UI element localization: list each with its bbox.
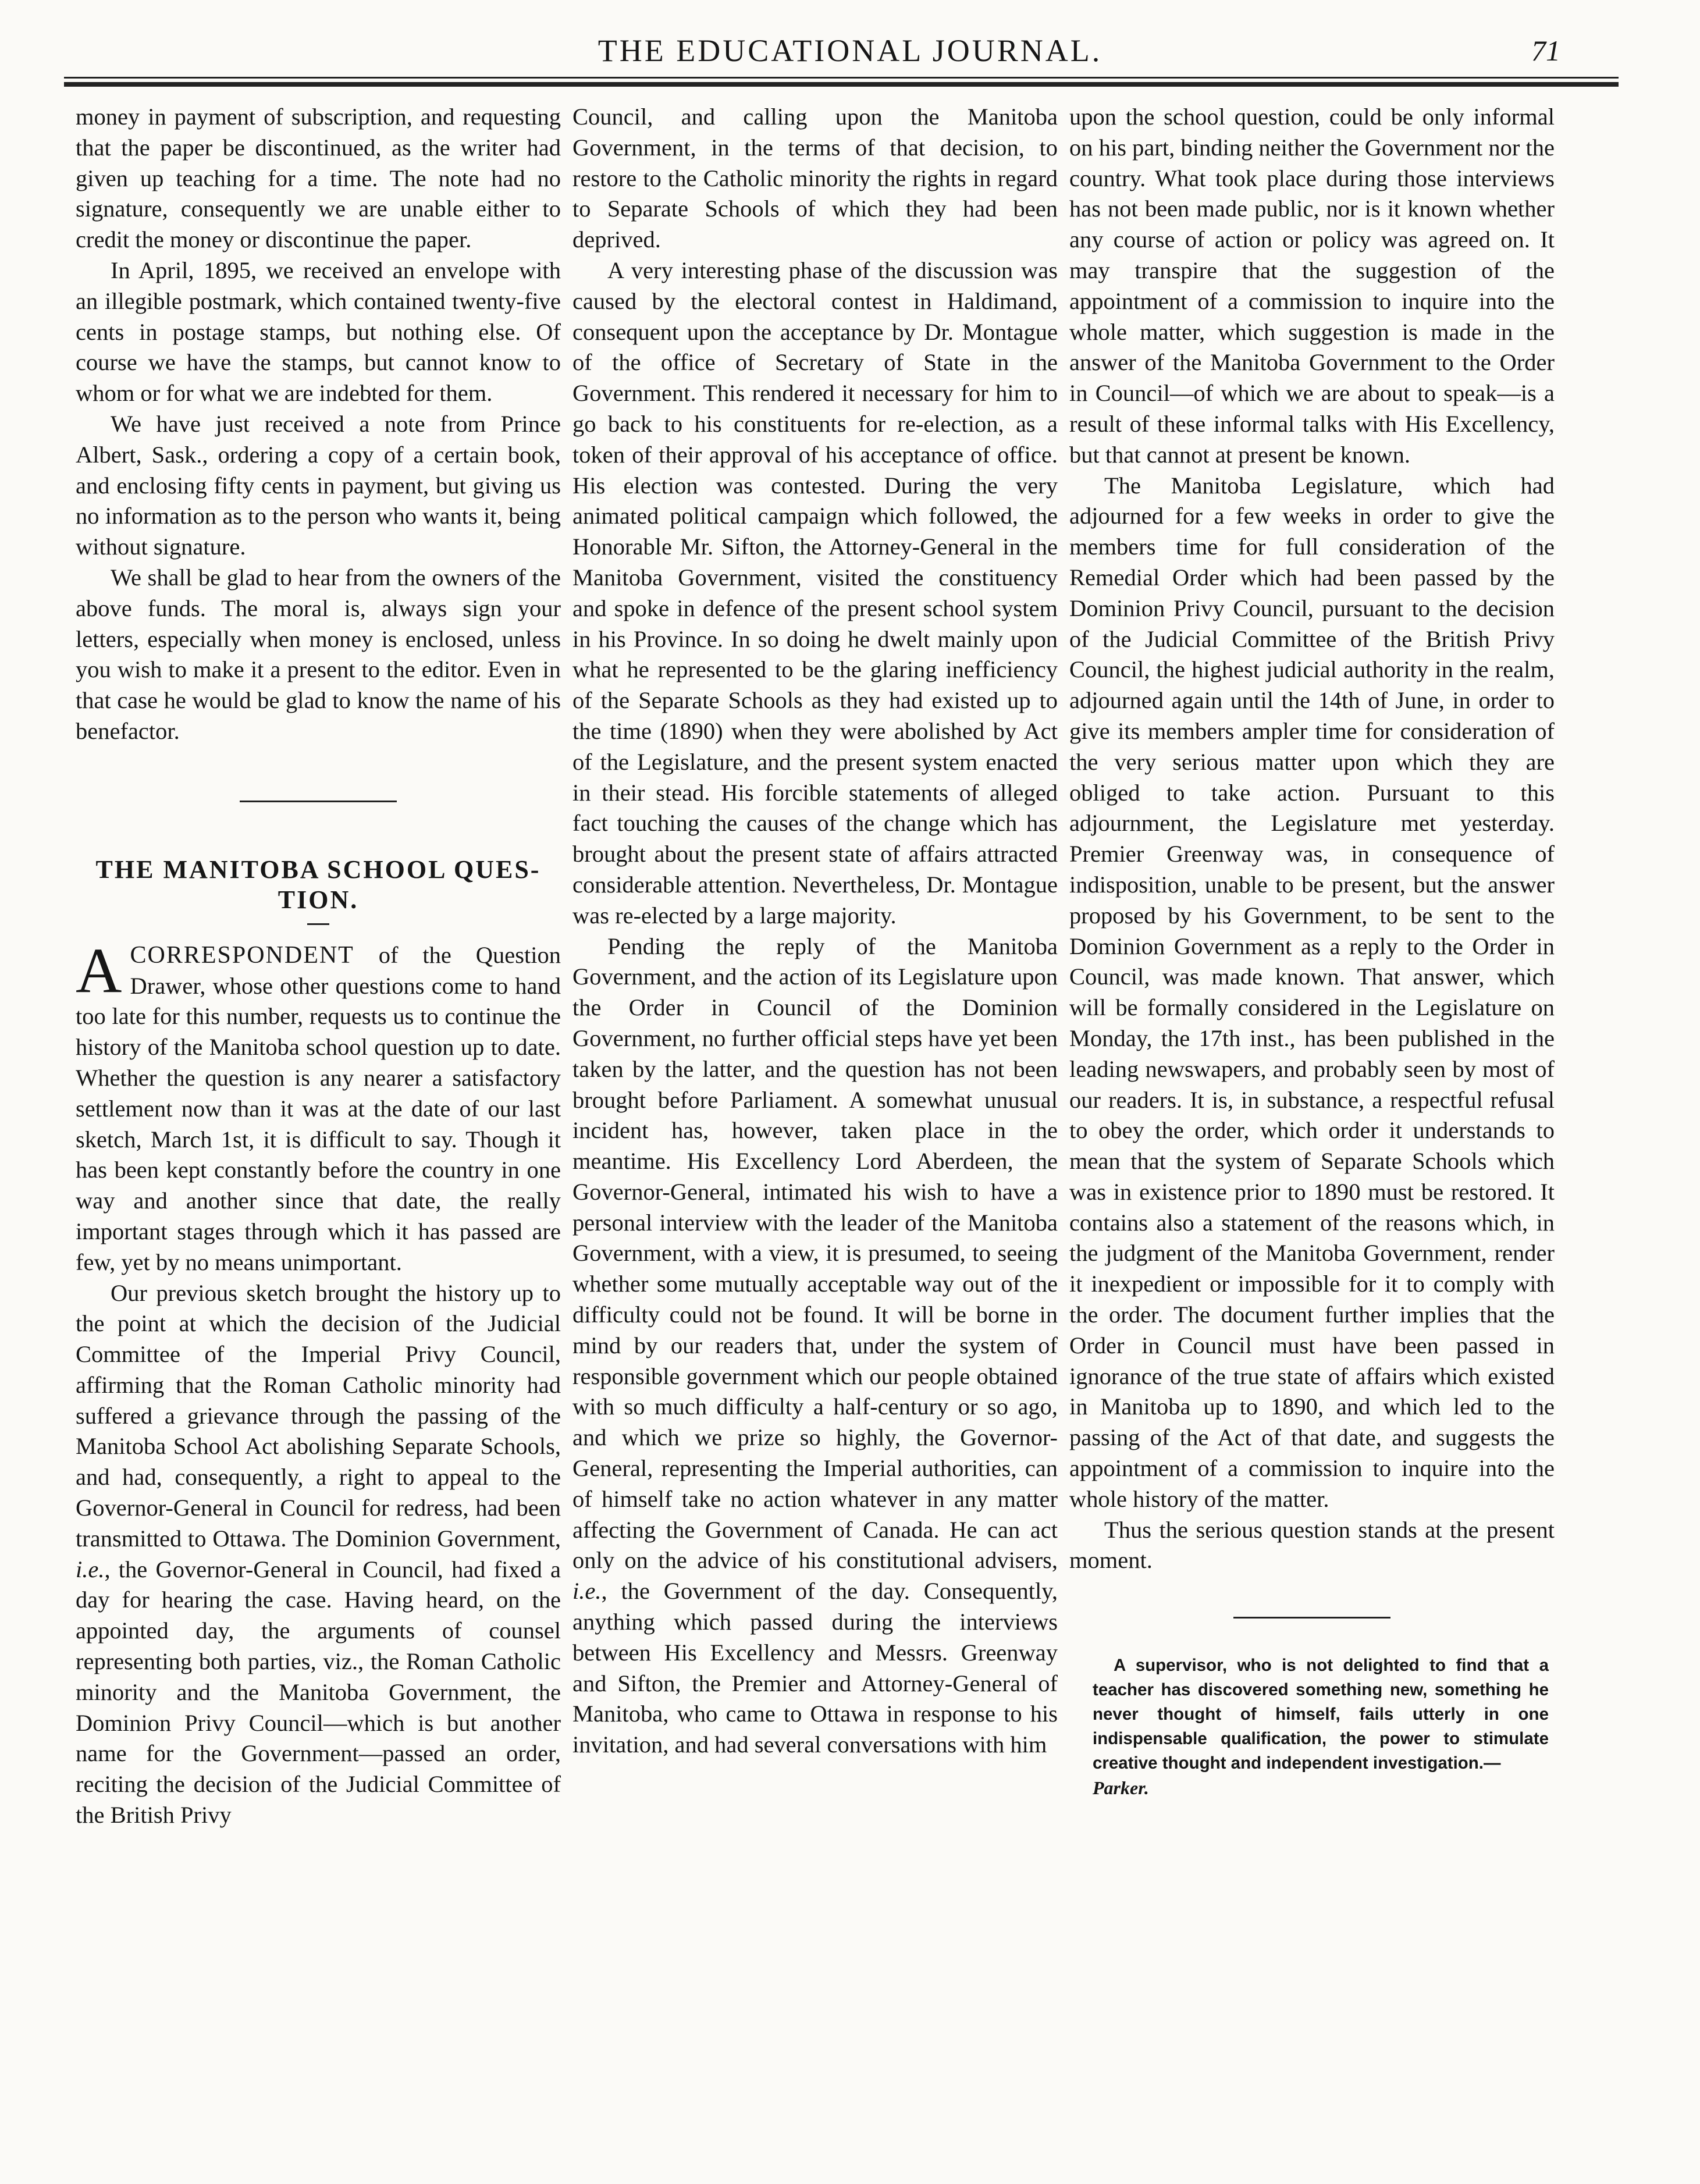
paragraph-text: Pending the reply of the Manitoba Government, and the action of its Legislature upon the Order in Council of the Dominion Government, no further official steps have yet been taken by the latter, and the question has not been brought before Parliament. A somewhat unusual incident has, however, taken place in the meantime. His Excellency Lord Aberdeen, the Governor-General, intimated his wish to have a personal interview with the leader of the Manitoba Government, with a view, it is presumed, to seeing whether some mutually acceptable way out of the difficulty could not be found. It will be borne in mind by our readers that, under the system of responsible government which our people obtained with so much difficulty a half-century or so ago, and which we prize so highly, the Governor-General, representing the Imperial authorities, can of himself take no action whatever in any matter affecting the Government of Canada. He can act only on the advice of his constitutional advisers, (572, 933, 1058, 1574)
section-divider (240, 801, 397, 802)
section-title-line: THE MANITOBA SCHOOL QUES- (95, 855, 541, 884)
paragraph: We have just received a note from Prince Albert, Sask., ordering a copy of a certain book, and enclosing fifty cents in payment, but giving us no information as to the person who wants it, being without signature. (76, 410, 561, 560)
journal-title: THE EDUCATIONAL JOURNAL. (598, 33, 1102, 68)
small-caps-word: CORRESPONDENT (130, 941, 354, 969)
quote-text: A supervisor, who is not delighted to find that a teacher has discovered something new, something he never thought of himself, fails utterly in one indispensable qualification, the power to stimulate creative thought and independent investigation.— (1093, 1656, 1549, 1773)
header-rule-thin (64, 77, 1619, 79)
paragraph: upon the school question, could be only informal on his part, binding neither the Government nor the country. What took place during those interviews has not been made public, nor is it known whether any course of action or policy was agreed on. It may transpire that the suggestion of the appointment of a commission to inquire into the whole matter, which suggestion is made in the answer of the Manitoba Government to the Order in Council—of which we are about to speak—is a result of these informal talks with His Excellency, but that cannot at present be known. (1069, 104, 1555, 468)
section-divider (1233, 1617, 1390, 1619)
paragraph-text: , the Governor-General in Council, had fixed a day for hearing the case. Having heard, on the appointed day, the arguments of counsel representing both parties, viz., the Roman Catholic minority and the Manitoba Government, the Dominion Privy Council—which is but another name for the Government—passed an order, reciting the decision of the Judicial Committee of the British Privy (76, 1556, 561, 1829)
pull-quote (1069, 1653, 1555, 1800)
column-left (76, 102, 561, 2103)
paragraph (572, 931, 1058, 1761)
drop-cap: A (76, 934, 122, 1006)
paragraph: money in payment of subscription, and requesting that the paper be discontinued, as the writer had given up teaching for a time. The note had no signature, consequently we are unable either to credit the money or discontinue the paper. (76, 104, 561, 253)
column-middle (572, 102, 1058, 2103)
paragraph (76, 1278, 561, 1831)
paragraph: We shall be glad to hear from the owners of the above funds. The moral is, always sign your letters, especially when money is enclosed, unless you wish to make it a present to the editor. Even in that case he would be glad to know the name of his benefactor. (76, 564, 561, 744)
section-title (76, 855, 561, 915)
page-header (0, 30, 1700, 77)
paragraph: In April, 1895, we received an envelope with an illegible postmark, which contained twenty-five cents in postage stamps, but nothing else. Of course we have the stamps, but cannot know to whom or for what we are indebted for them. (76, 257, 561, 407)
paragraph: Thus the serious question stands at the present moment. (1069, 1516, 1555, 1574)
column-right (1069, 102, 1555, 2103)
paragraph-text: of the Question Drawer, whose other questions come to hand too late for this number, requests us to continue the history of the Manitoba school question up to date. Whether the question is any nearer a satisfactory settlement now than it was at the date of our last sketch, March 1st, it is difficult to say. Though it has been kept constantly before the country in one way and another since that date, the really important stages through which it has passed are few, yet by no means unimportant. (76, 941, 561, 1275)
italic-abbreviation: i.e. (572, 1578, 602, 1605)
italic-abbreviation: i.e. (76, 1556, 105, 1582)
paragraph: A very interesting phase of the discussion was caused by the electoral contest in Haldimand, consequent upon the acceptance by Dr. Montague of the office of Secretary of State in the Government. This rendered it necessary for him to go back to his constituents for re-election, as a token of their approval of his acceptance of office. His election was contested. During the very animated political campaign which followed, the Honorable Mr. Sifton, the Attorney-General in the Manitoba Government, visited the constituency and spoke in defence of the present school system in his Province. In so doing he dwelt mainly upon what he represented to be the glaring inefficiency of the Separate Schools as they had existed up to the time (1890) when they were abolished by Act of the Legislature, and the present system enacted in their stead. His forcible statements of alleged fact touching the causes of the change which has brought about the present state of affairs attracted considerable attention. Nevertheless, Dr. Montague was re-elected by a large majority. (572, 257, 1058, 929)
paragraph: Council, and calling upon the Manitoba Government, in the terms of that decision, to restore to the Catholic minority the rights in regard to Separate Schools of which they had been deprived. (572, 104, 1058, 253)
page-number: 71 (1531, 34, 1560, 67)
title-dash (307, 923, 329, 925)
paragraph-with-dropcap (76, 934, 561, 1278)
section-title-line: TION. (278, 885, 359, 914)
paragraph: The Manitoba Legislature, which had adjourned for a few weeks in order to give the members time for full consideration of the Remedial Order which had been passed by the Dominion Privy Council, pursuant to the decision of the Judicial Committee of the British Privy Council, the highest judicial authority in the realm, adjourned again until the 14th of June, in order to give its members ampler time for consideration of the very serious matter upon which they are obliged to take action. Pursuant to this adjournment, the Legislature met yesterday. Premier Greenway was, in consequence of indisposition, unable to be present, but the answer proposed by his Government, to be sent to the Dominion Government as a reply to the Order in Council, was made known. That answer, which will be formally considered in the Legislature on Monday, the 17th inst., has been published in the leading newswapers, and probably seen by most of our readers. It is, in substance, a respectful refusal to obey the order, which order it understands to mean that the system of Separate Schools which was in existence prior to 1890 must be restored. It contains also a statement of the reasons which, in the judgment of the Manitoba Government, render it inexpedient or impossible for it to comply with the order. The document further implies that the Order in Council must have been passed in ignorance of the true state of affairs which existed in Manitoba up to 1890, and which led to the passing of the Act of that date, and suggests the appointment of a commission to inquire into the whole history of the matter. (1069, 472, 1555, 1512)
paragraph-text: , the Government of the day. Consequently, anything which passed during the interviews between His Excellency and Messrs. Greenway and Sifton, the Premier and Attorney-General of Manitoba, who came to Ottawa in response to his invitation, and had several conversations with him (572, 1578, 1058, 1758)
paragraph-text: Our previous sketch brought the history up to the point at which the decision of the Judicial Committee of the Imperial Privy Council, affirming that the Roman Catholic minority had suffered a grievance through the passing of the Manitoba School Act abolishing Separate Schools, and had, consequently, a right to appeal to the Governor-General in Council for redress, had been transmitted to Ottawa. The Dominion Government, (76, 1279, 561, 1552)
header-rule-thick (64, 82, 1619, 87)
quote-source: Parker. (1093, 1777, 1149, 1799)
